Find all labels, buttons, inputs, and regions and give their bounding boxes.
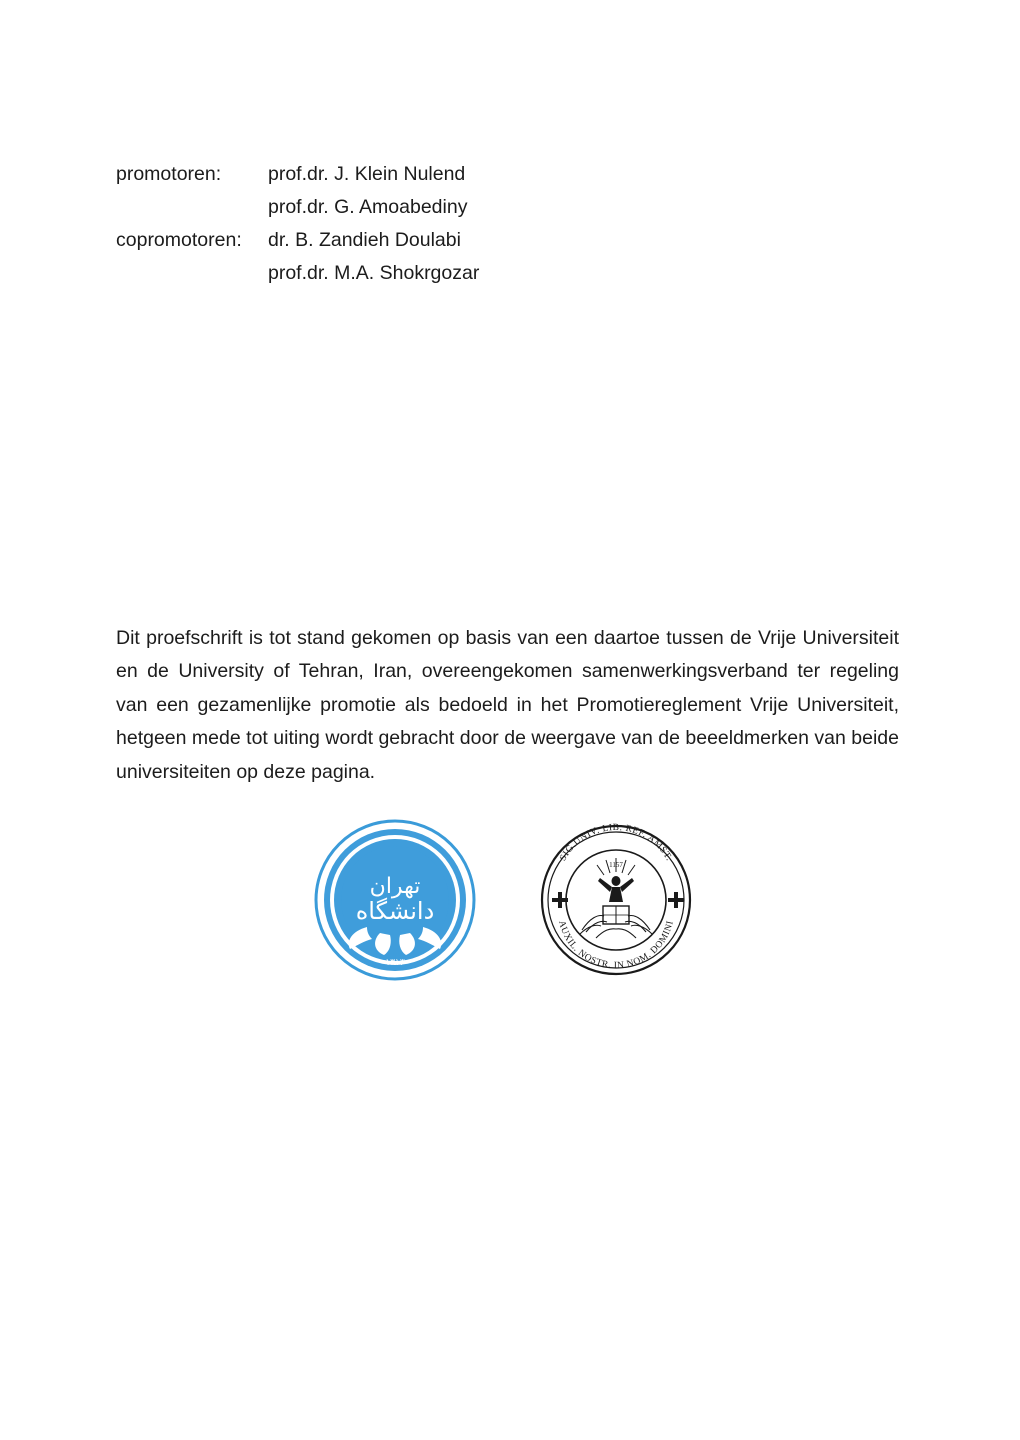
university-logos <box>312 815 742 985</box>
supervisor-name: prof.dr. G. Amoabediny <box>268 196 468 218</box>
supervisor-name: prof.dr. M.A. Shokrgozar <box>268 262 480 284</box>
svg-text:۱۳۱۳: ۱۳۱۳ <box>385 958 405 968</box>
supervisor-row <box>116 257 816 290</box>
svg-text:1157: 1157 <box>609 861 623 869</box>
svg-text:تهران: تهران <box>369 874 421 899</box>
supervisor-label: copromotoren: <box>116 229 242 251</box>
supervisor-row <box>116 158 816 191</box>
svg-text:SIG.UNIV. LIB. REF. AMST.: SIG.UNIV. LIB. REF. AMST. <box>558 822 674 863</box>
supervisor-label: promotoren: <box>116 163 222 185</box>
vrije-universiteit-amsterdam-seal <box>494 818 738 981</box>
svg-text:دانشگاه: دانشگاه <box>355 897 435 925</box>
supervisor-name: prof.dr. J. Klein Nulend <box>268 163 466 185</box>
supervisor-row <box>116 191 816 224</box>
svg-text:AUXIL. NOSTR. IN NOM. DOMINI: AUXIL. NOSTR. IN NOM. DOMINI <box>556 919 676 972</box>
supervisor-row <box>116 224 816 257</box>
supervisors-block <box>116 158 816 290</box>
supervisor-name: dr. B. Zandieh Doulabi <box>268 229 461 251</box>
university-of-tehran-seal <box>312 815 478 985</box>
joint-doctorate-statement: Dit proefschrift is tot stand gekomen op basis van een daartoe tussen de Vrije Universiteit en de University of Tehran, Iran, overeengekomen samenwerkingsverband ter regeling van een gezamenlijke promotie als bedoeld in het Promotiereglement Vrije Universiteit, hetgeen mede tot uiting wordt gebracht door de weergave van de beeeldmerken van beide universiteiten op deze pagina. <box>116 626 899 783</box>
